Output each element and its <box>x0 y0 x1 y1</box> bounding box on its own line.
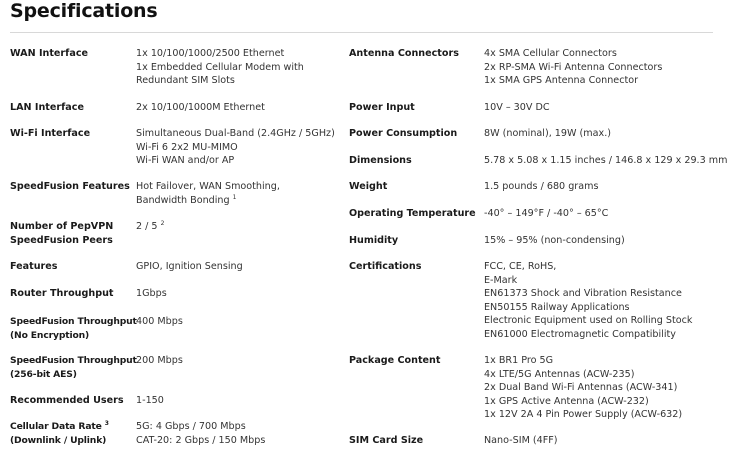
spec-value-line <box>136 220 164 234</box>
spec-value-text: 400 Mbps <box>136 316 183 327</box>
spec-label-line <box>349 127 457 141</box>
spec-value-text: 5G: 4 Gbps / 700 Mbps <box>136 421 246 432</box>
spec-label-line <box>10 394 124 408</box>
spec-label-text: SpeedFusion Features <box>10 181 130 192</box>
spec-value-text: GPIO, Ignition Sensing <box>136 261 243 272</box>
spec-label-line <box>10 101 84 115</box>
spec-label-text: LAN Interface <box>10 102 84 113</box>
spec-label-text: Power Consumption <box>349 128 458 139</box>
spec-value <box>136 260 243 274</box>
spec-value-line <box>484 180 598 194</box>
spec-label-text: Wi-Fi Interface <box>10 128 91 139</box>
spec-label-line <box>10 47 88 61</box>
spec-value-text: Electronic Equipment used on Rolling Stock <box>484 315 693 326</box>
spec-label-text: Package Content <box>349 355 441 366</box>
spec-value-line <box>136 434 265 448</box>
spec-value-line <box>136 420 265 434</box>
spec-value-text: 4x SMA Cellular Connectors <box>484 48 617 59</box>
spec-label-line <box>10 329 137 343</box>
spec-label-line <box>349 180 387 194</box>
spec-value-line <box>484 354 682 368</box>
spec-value-text: EN61373 Shock and Vibration Resistance <box>484 288 682 299</box>
spec-label-text: (No Encryption) <box>10 329 90 341</box>
spec-value-line <box>136 61 304 75</box>
spec-label-text: Operating Temperature <box>349 208 476 219</box>
spec-label <box>10 101 84 115</box>
spec-value-text: Redundant SIM Slots <box>136 75 235 86</box>
spec-value-text: 1-150 <box>136 395 164 406</box>
spec-label-text: SpeedFusion Throughput <box>10 316 137 327</box>
spec-value-text: 1x 10/100/1000/2500 Ethernet <box>136 48 285 59</box>
spec-value <box>484 354 682 422</box>
spec-value-text: Hot Failover, WAN Smoothing, <box>136 181 280 192</box>
spec-value-text: -40° – 149°F / -40° – 65°C <box>484 208 609 219</box>
spec-label-line <box>10 260 58 274</box>
spec-label-text: Recommended Users <box>10 395 124 406</box>
spec-value-text: 1x SMA GPS Antenna Connector <box>484 75 639 86</box>
spec-value-line <box>484 274 692 288</box>
spec-value-text: 4x LTE/5G Antennas (ACW-235) <box>484 368 635 380</box>
spec-value <box>136 287 167 301</box>
spec-value-text: CAT-20: 2 Gbps / 150 Mbps <box>136 434 266 446</box>
spec-label-line <box>349 234 398 248</box>
spec-value-line <box>484 101 550 115</box>
spec-value-text: E-Mark <box>484 274 518 286</box>
spec-value <box>136 101 265 115</box>
spec-label-text: Router Throughput <box>10 288 114 299</box>
spec-value-line <box>484 127 611 141</box>
spec-label-line <box>10 127 90 141</box>
spec-value-line <box>484 154 727 168</box>
spec-value-line <box>136 394 164 408</box>
spec-value-line <box>136 287 167 301</box>
spec-label <box>10 47 88 61</box>
spec-value-text: Wi-Fi WAN and/or AP <box>136 155 235 166</box>
spec-value-line <box>484 381 682 395</box>
spec-value-text: EN61000 Electromagnetic Compatibility <box>484 328 676 340</box>
spec-value-text: 2x RP-SMA Wi-Fi Antenna Connectors <box>484 61 663 73</box>
spec-label <box>349 234 398 248</box>
spec-label-line <box>349 154 412 168</box>
spec-value-text: 1x 12V 2A 4 Pin Power Supply (ACW-632) <box>484 409 683 420</box>
spec-value-text: 5.78 x 5.08 x 1.15 inches / 146.8 x 129 x 29.3 mm <box>484 155 728 166</box>
spec-value-text: EN50155 Railway Applications <box>484 301 630 313</box>
spec-label-line <box>10 220 113 234</box>
spec-label <box>10 180 130 194</box>
spec-value-line <box>484 61 662 75</box>
spec-value-text: Nano-SIM (4FF) <box>484 435 558 446</box>
spec-value-text: 200 Mbps <box>136 355 183 366</box>
spec-label <box>10 287 113 301</box>
spec-value <box>484 127 611 141</box>
spec-value-text: 2 / 5 <box>136 221 158 232</box>
spec-value-text: 1x GPS Active Antenna (ACW-232) <box>484 395 649 407</box>
spec-value-text: 2x 10/100/1000M Ethernet <box>136 102 265 113</box>
spec-label-text: (Downlink / Uplink) <box>10 434 107 446</box>
spec-value <box>484 260 692 341</box>
spec-value-line <box>484 434 558 448</box>
spec-value-line <box>136 260 243 274</box>
spec-value-line <box>484 395 682 409</box>
spec-value-text: Simultaneous Dual-Band (2.4GHz / 5GHz) <box>136 128 335 139</box>
spec-value-line <box>136 194 280 208</box>
spec-label <box>10 354 137 381</box>
spec-label <box>349 260 421 274</box>
spec-label <box>10 260 58 274</box>
spec-value-text: 10V – 30V DC <box>484 102 550 113</box>
spec-label <box>10 127 90 141</box>
spec-value-text: FCC, CE, RoHS, <box>484 261 557 272</box>
spec-value-line <box>136 127 335 141</box>
spec-value <box>484 154 727 168</box>
spec-label <box>10 394 124 408</box>
spec-value-line <box>484 74 662 88</box>
spec-value <box>136 127 335 168</box>
spec-label-text: SpeedFusion Throughput <box>10 355 137 366</box>
spec-value-text: 1Gbps <box>136 288 167 299</box>
spec-value-text: Wi-Fi 6 2x2 MU-MIMO <box>136 141 238 153</box>
spec-value-line <box>484 314 692 328</box>
footnote-marker: 2 <box>160 220 165 227</box>
spec-label-line <box>10 354 137 368</box>
spec-label <box>10 420 109 447</box>
spec-label <box>349 207 476 221</box>
spec-label <box>349 47 459 61</box>
spec-value <box>484 234 625 248</box>
spec-label-text: Antenna Connectors <box>349 48 459 59</box>
spec-label-text: WAN Interface <box>10 48 89 59</box>
spec-value <box>136 354 183 368</box>
spec-value <box>484 101 550 115</box>
spec-label <box>349 434 423 448</box>
spec-value <box>136 315 183 329</box>
spec-label <box>349 354 440 368</box>
spec-value-line <box>136 101 265 115</box>
spec-value-line <box>136 47 304 61</box>
spec-label-line <box>349 47 459 61</box>
spec-value <box>136 180 280 207</box>
spec-value-line <box>136 180 280 194</box>
spec-value-text: 8W (nominal), 19W (max.) <box>484 128 611 139</box>
spec-value-text: 1x Embedded Cellular Modem with <box>136 61 304 73</box>
spec-value-line <box>136 141 335 155</box>
spec-label-text: Humidity <box>349 235 399 246</box>
spec-value-line <box>136 74 304 88</box>
spec-label-line <box>10 368 137 382</box>
spec-label-text: (256-bit AES) <box>10 368 77 380</box>
spec-value-line <box>136 154 335 168</box>
spec-label <box>349 154 412 168</box>
spec-value <box>136 47 304 88</box>
spec-label-line <box>349 434 423 448</box>
spec-label <box>349 101 415 115</box>
spec-label <box>10 220 113 247</box>
spec-value-text: 1.5 pounds / 680 grams <box>484 181 599 192</box>
spec-value-text: 1x BR1 Pro 5G <box>484 355 554 366</box>
title-divider <box>10 32 713 33</box>
spec-label-text: Certifications <box>349 261 422 272</box>
spec-value-line <box>484 47 662 61</box>
spec-value-line <box>484 408 682 422</box>
spec-value <box>136 220 164 234</box>
spec-label <box>349 127 457 141</box>
spec-value-line <box>484 328 692 342</box>
spec-label-text: Features <box>10 261 58 272</box>
spec-value <box>484 434 558 448</box>
spec-value <box>484 47 662 88</box>
spec-label-text: Weight <box>349 181 388 192</box>
spec-label-line <box>10 420 109 434</box>
spec-label-line <box>10 287 113 301</box>
spec-label-line <box>349 354 440 368</box>
spec-value <box>484 207 608 221</box>
spec-label-line <box>10 180 130 194</box>
spec-value-line <box>484 234 625 248</box>
spec-value <box>484 180 598 194</box>
spec-label-text: Power Input <box>349 102 415 113</box>
spec-label-line <box>349 207 476 221</box>
spec-label-text: SIM Card Size <box>349 435 424 446</box>
spec-label-line <box>349 260 421 274</box>
spec-value <box>136 394 164 408</box>
page-title: Specifications <box>10 0 158 22</box>
spec-label <box>10 315 137 342</box>
spec-value-text: Bandwidth Bonding <box>136 194 230 206</box>
spec-label-line <box>10 315 137 329</box>
spec-value-line <box>484 207 608 221</box>
spec-label <box>349 180 387 194</box>
spec-value-line <box>136 315 183 329</box>
spec-value-line <box>136 354 183 368</box>
spec-label-line <box>349 101 415 115</box>
spec-value-text: 15% – 95% (non-condensing) <box>484 235 625 246</box>
spec-value-line <box>484 301 692 315</box>
spec-label-text: Cellular Data Rate <box>10 421 102 432</box>
spec-value-line <box>484 287 692 301</box>
spec-label-text: Number of PepVPN <box>10 221 114 232</box>
footnote-marker: 1 <box>232 193 237 201</box>
spec-label-line <box>10 434 109 448</box>
spec-label-line <box>10 234 113 248</box>
spec-value <box>136 420 265 447</box>
spec-label-text: SpeedFusion Peers <box>10 234 113 246</box>
spec-value-line <box>484 368 682 382</box>
spec-value-text: 2x Dual Band Wi-Fi Antennas (ACW-341) <box>484 382 678 393</box>
spec-value-line <box>484 260 692 274</box>
spec-label-text: Dimensions <box>349 155 412 166</box>
footnote-marker: 3 <box>104 420 109 427</box>
